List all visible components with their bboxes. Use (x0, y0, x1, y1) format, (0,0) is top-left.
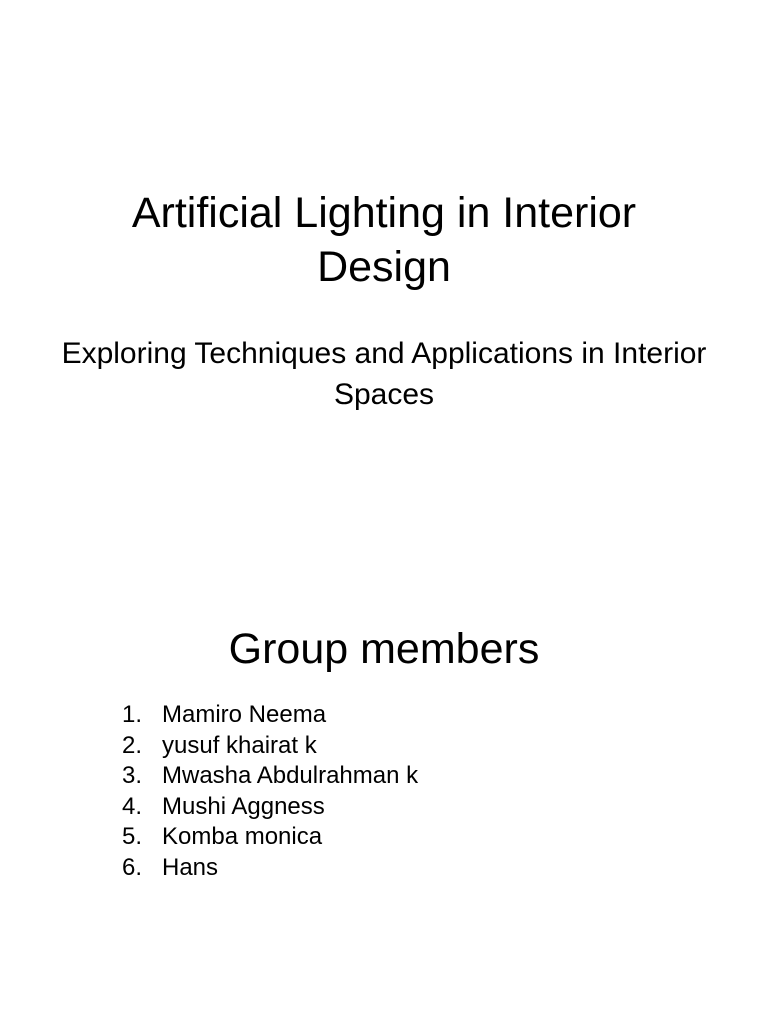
member-name: Mushi Aggness (162, 792, 325, 820)
member-name: Komba monica (162, 823, 323, 851)
member-number: 1. (121, 701, 142, 728)
group-members-heading: Group members (228, 625, 540, 673)
member-item (92, 822, 418, 853)
member-number: 5. (121, 823, 142, 851)
member-number: 2. (121, 731, 142, 759)
slide-title: Artificial Lighting in Interior Design (131, 189, 637, 291)
member-name: Mamiro Neema (162, 701, 327, 728)
member-item (92, 731, 418, 762)
member-number: 3. (121, 762, 142, 790)
member-name: Hans (162, 853, 219, 881)
member-number: 6. (121, 853, 142, 881)
member-item (92, 853, 418, 884)
member-item (92, 700, 418, 731)
group-members-list (92, 700, 418, 884)
member-item (92, 792, 418, 823)
member-item (92, 761, 418, 792)
member-number: 4. (121, 792, 142, 820)
member-name: Mwasha Abdulrahman k (162, 762, 419, 790)
slide-subtitle: Exploring Techniques and Applications in Interior Spaces (61, 337, 707, 411)
member-name: yusuf khairat k (162, 731, 317, 759)
